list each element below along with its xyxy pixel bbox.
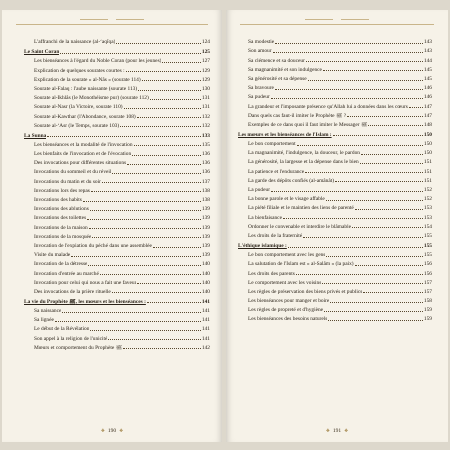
toc-entry-page: 136: [201, 160, 210, 167]
toc-section-heading: [24, 129, 210, 139]
toc-entry-title: Le comportement avec les voisins: [248, 279, 322, 286]
toc-entry-title: Les règles de propreté et d'hygiène: [248, 307, 324, 314]
toc-entry-page: 145: [423, 66, 432, 73]
dot-leader: [100, 274, 201, 275]
dot-leader: [142, 80, 201, 81]
toc-left: [24, 36, 210, 351]
dot-leader: [409, 107, 423, 108]
dot-leader: [90, 210, 201, 211]
toc-entry-page: 152: [423, 187, 432, 193]
right-page: [226, 10, 448, 442]
toc-entry: [238, 267, 432, 276]
toc-entry-title: Son appel à la religion de l'unicité: [34, 335, 108, 342]
toc-entry: [238, 45, 432, 54]
dot-leader: [116, 43, 201, 44]
toc-entry: [24, 166, 210, 175]
toc-entry-page: 144: [423, 57, 432, 64]
dot-leader: [150, 99, 201, 100]
toc-entry: [24, 221, 210, 230]
toc-entry: [238, 36, 432, 45]
toc-entry-title: Dans quels cas faut-il imiter le Prophète ﷺ ?: [248, 112, 347, 119]
dot-leader: [162, 62, 200, 63]
toc-entry-title: La pudeur: [248, 187, 271, 193]
toc-entry: [24, 83, 210, 92]
dot-leader: [138, 90, 201, 91]
ornament-icon: ❖: [325, 428, 330, 433]
dot-leader: [271, 98, 423, 99]
dot-leader: [102, 182, 201, 183]
toc-entry: [24, 314, 210, 323]
toc-entry-page: 135: [201, 141, 210, 148]
toc-entry: [24, 110, 210, 119]
toc-entry-page: 157: [423, 279, 432, 286]
toc-right: [238, 36, 432, 322]
toc-entry-title: Invocations des habits: [34, 197, 82, 203]
toc-entry-title: Des invocations de la prière rituelle: [34, 288, 111, 295]
dot-leader: [124, 108, 201, 109]
toc-entry-page: 150: [423, 150, 432, 157]
dot-leader: [87, 219, 201, 220]
toc-entry-title: Invocations des ablutions: [34, 206, 89, 213]
toc-entry: [24, 194, 210, 203]
toc-entry-page: 136: [201, 169, 210, 176]
toc-entry: [238, 313, 432, 322]
toc-entry-title: Le bon comportement avec les gens: [248, 252, 326, 259]
toc-entry: [238, 211, 432, 220]
toc-entry-page: 139: [201, 252, 210, 259]
dot-leader: [326, 256, 423, 257]
dot-leader: [83, 201, 201, 202]
toc-entry: [238, 221, 432, 230]
toc-entry-title: Sa pudeur: [248, 94, 270, 101]
toc-entry: [24, 139, 210, 148]
toc-entry: [24, 323, 210, 332]
toc-entry: [238, 304, 432, 313]
dot-leader: [330, 302, 423, 303]
toc-entry: [24, 231, 210, 240]
dot-leader: [308, 80, 423, 81]
toc-entry-title: La patience et l'endurance: [248, 168, 305, 175]
toc-entry-title: Invocation pour celui qui nous a fait une faveur: [34, 279, 137, 286]
toc-entry-page: 151: [423, 159, 432, 166]
toc-entry-title: Invocations de la maison: [34, 224, 88, 231]
toc-entry: [24, 212, 210, 221]
toc-entry-page: 142: [201, 344, 210, 351]
dot-leader: [127, 164, 201, 165]
dot-leader: [275, 89, 423, 90]
toc-entry-page: 140: [201, 270, 210, 277]
toc-entry: [238, 202, 432, 211]
toc-entry-page: 141: [201, 308, 210, 315]
toc-entry-title: Les bienséances pour manger et boire: [248, 298, 330, 305]
folio-right: 191: [332, 428, 342, 434]
dot-leader: [328, 320, 423, 321]
toc-entry-title: Les droits de la fraternité: [248, 232, 303, 239]
dot-leader: [92, 237, 201, 238]
toc-entry: [238, 64, 432, 73]
dot-leader: [62, 312, 201, 313]
toc-entry-title: Mœurs et comportement du Prophète ﷺ: [34, 344, 123, 351]
toc-entry-page: 146: [423, 85, 432, 92]
toc-entry-page: 154: [423, 223, 432, 230]
toc-entry-title: Sa magnanimité et son indulgence: [248, 66, 322, 73]
toc-entry-title: Invocations du sommeil et du réveil: [34, 169, 112, 176]
toc-entry: [238, 277, 432, 286]
toc-entry-page: 127: [201, 58, 210, 65]
toc-entry-page: 148: [423, 121, 432, 128]
toc-entry: [238, 147, 432, 156]
toc-entry: [24, 267, 210, 276]
toc-entry-title: Visite du malade: [34, 252, 71, 259]
toc-entry-page: 146: [423, 94, 432, 101]
dot-leader: [303, 237, 423, 238]
toc-entry-page: 156: [423, 261, 432, 268]
dot-leader: [137, 283, 201, 284]
toc-entry: [24, 175, 210, 184]
toc-entry-title: La grandeur et l'imposante présence qu'Allah lui a données dans les cœurs: [248, 103, 408, 110]
dot-leader: [355, 209, 423, 210]
toc-entry-title: Le bon comportement: [248, 141, 296, 148]
ornament-icon: ❖: [100, 428, 105, 433]
dot-leader: [283, 218, 423, 219]
toc-entry-title: Sa modestie: [248, 39, 275, 46]
toc-entry-title: Les règles de préservation des biens privés et publics: [248, 288, 363, 295]
toc-entry-title: Les droits des parents: [248, 270, 295, 277]
toc-section-heading: [238, 239, 432, 249]
toc-entry-page: 159: [423, 307, 432, 314]
toc-entry: [24, 240, 210, 249]
dot-leader: [108, 339, 200, 340]
toc-entry-page: 147: [423, 112, 432, 119]
dot-leader: [333, 135, 423, 136]
toc-entry: [24, 36, 210, 45]
toc-section-heading: [24, 295, 210, 305]
folio-left: 190: [107, 428, 117, 434]
toc-entry: [24, 64, 210, 73]
dot-leader: [335, 181, 423, 182]
toc-entry: [238, 165, 432, 174]
toc-entry-page: 151: [423, 168, 432, 175]
toc-entry: [24, 185, 210, 194]
dot-leader: [91, 191, 201, 192]
toc-entry-page: 147: [423, 103, 432, 110]
toc-entry: [24, 286, 210, 295]
toc-entry: [238, 230, 432, 239]
toc-entry: [24, 55, 210, 64]
toc-entry: [238, 249, 432, 258]
dot-leader: [296, 274, 423, 275]
toc-entry: [24, 101, 210, 110]
toc-entry-page: 141: [201, 317, 210, 324]
toc-entry-page: 156: [423, 270, 432, 277]
dot-leader: [89, 228, 201, 229]
dot-leader: [361, 154, 423, 155]
toc-entry-title: La générosité, la largesse et la dépense dans le bien: [248, 159, 359, 166]
toc-entry-page: 131: [201, 95, 210, 102]
dot-leader: [273, 52, 423, 53]
toc-entry-title: Invocations lors des repas: [34, 187, 90, 194]
dot-leader: [147, 302, 201, 303]
toc-entry-title: Sa générosité et sa dépense: [248, 75, 307, 82]
toc-entry-title: Explication de la sourate « al-Nâs » (sourate 114): [34, 76, 141, 83]
dot-leader: [355, 265, 423, 266]
toc-entry-title: Le Saint Coran: [24, 49, 60, 56]
toc-entry: [24, 148, 210, 157]
toc-entry-title: Les mœurs et les bienséances de l'Islam :: [238, 131, 332, 138]
toc-entry: [24, 342, 210, 351]
toc-entry-title: Invocations du matin et du soir: [34, 178, 101, 185]
toc-entry-page: 157: [423, 288, 432, 295]
toc-entry-page: 141: [201, 335, 210, 342]
dot-leader: [360, 163, 423, 164]
dot-leader: [134, 145, 201, 146]
toc-entry-title: Sourate al-Ikhlâs (le Monothéisme pur) (sourate 112): [34, 95, 149, 102]
dot-leader: [322, 283, 423, 284]
toc-entry: [238, 82, 432, 91]
running-header-right: [240, 16, 434, 25]
toc-entry-title: Sa naissance: [34, 308, 62, 315]
toc-entry-page: 131: [201, 104, 210, 111]
dot-leader: [275, 43, 423, 44]
ornament-icon: ❖: [344, 428, 349, 433]
toc-entry-title: Son amour: [248, 48, 272, 55]
dot-leader: [112, 173, 201, 174]
toc-entry-title: Le début de la Révélation: [34, 326, 90, 333]
toc-entry: [238, 258, 432, 267]
toc-entry-title: La bonne parole et le visage affable: [248, 196, 325, 203]
toc-entry: [24, 249, 210, 258]
toc-entry-title: Sourate al-‘Asr (le Temps, sourate 103): [34, 122, 120, 129]
toc-entry: [24, 258, 210, 267]
dot-leader: [132, 155, 201, 156]
toc-entry: [238, 193, 432, 202]
toc-entry-page: 143: [423, 48, 432, 55]
toc-entry-title: Les bienfaits de l'invocation et de l'évocation: [34, 151, 132, 158]
toc-entry-page: 139: [201, 233, 210, 240]
toc-entry-page: 159: [423, 316, 432, 323]
toc-section-heading: [238, 128, 432, 138]
toc-entry: [24, 157, 210, 166]
toc-entry-page: 125: [201, 49, 210, 56]
toc-entry-page: 141: [201, 326, 210, 333]
toc-entry: [24, 74, 210, 83]
toc-entry: [24, 120, 210, 129]
toc-entry-title: La salutation de l'Islam est « al-Salâm » (la paix): [248, 261, 354, 268]
dot-leader: [88, 265, 200, 266]
toc-entry-page: 158: [423, 298, 432, 305]
toc-entry-title: Sa lignée: [34, 317, 54, 324]
toc-entry-page: 132: [201, 122, 210, 129]
toc-entry-page: 140: [201, 261, 210, 268]
left-page: [2, 10, 222, 442]
toc-entry-page: 150: [423, 141, 432, 148]
toc-entry-page: 151: [423, 177, 432, 184]
toc-entry-page: 155: [423, 252, 432, 259]
dot-leader: [363, 292, 423, 293]
toc-entry-title: La garde des dépôts confiés (al-amânât): [248, 177, 335, 184]
dot-leader: [123, 348, 201, 349]
toc-entry-page: 138: [201, 187, 210, 194]
toc-entry-page: 124: [201, 39, 210, 46]
dot-leader: [126, 71, 201, 72]
dot-leader: [112, 292, 201, 293]
dot-leader: [326, 200, 423, 201]
toc-entry-title: Invocation d'entrée au marché: [34, 270, 99, 277]
dot-leader: [368, 125, 423, 126]
toc-entry: [238, 175, 432, 184]
toc-entry-page: 139: [201, 206, 210, 213]
toc-entry-title: Invocation de l'expiation du péché dans une assemblée: [34, 242, 152, 249]
page-number-right: [226, 428, 448, 434]
toc-entry: [24, 277, 210, 286]
toc-entry-page: 129: [201, 67, 210, 74]
toc-entry-page: 139: [201, 224, 210, 231]
toc-entry-page: 153: [423, 214, 432, 221]
toc-entry-page: 152: [423, 196, 432, 203]
dot-leader: [323, 70, 423, 71]
dot-leader: [297, 145, 423, 146]
toc-entry-page: 155: [423, 232, 432, 239]
toc-entry-title: Sa clémence et sa douceur: [248, 57, 305, 64]
dot-leader: [120, 126, 201, 127]
toc-entry-page: 155: [423, 242, 432, 249]
toc-entry-title: Sa bravoure: [248, 85, 274, 92]
toc-entry-title: L'affranchi de la naissance (al-‘aqîqa): [34, 39, 116, 46]
dot-leader: [90, 330, 201, 331]
toc-entry-title: L'éthique islamique :: [238, 242, 287, 249]
dot-leader: [352, 227, 423, 228]
toc-entry: [238, 184, 432, 193]
toc-entry-page: 141: [201, 298, 210, 305]
toc-entry-title: La vie du Prophète ﷺ, les mœurs et les bienséances :: [24, 298, 146, 305]
dot-leader: [288, 247, 423, 248]
toc-entry-title: Invocations des toilettes: [34, 215, 87, 222]
toc-entry-page: 133: [201, 132, 210, 139]
toc-entry-page: 137: [201, 178, 210, 185]
dot-leader: [137, 117, 201, 118]
toc-entry: [24, 203, 210, 212]
toc-entry: [238, 156, 432, 165]
toc-entry-page: 143: [423, 39, 432, 46]
toc-entry-title: La bienfaisance: [248, 214, 282, 221]
toc-section-heading: [24, 45, 210, 55]
toc-entry: [24, 332, 210, 341]
toc-entry-page: 130: [201, 85, 210, 92]
toc-entry-page: 139: [201, 242, 210, 249]
dot-leader: [306, 61, 423, 62]
toc-entry-page: 150: [423, 131, 432, 138]
toc-entry-title: Sourate al-Nasr (la Victoire, sourate 110): [34, 104, 123, 111]
toc-entry-title: Explication de quelques sourates courtes :: [34, 67, 125, 74]
running-header-left: [16, 16, 208, 25]
dot-leader: [71, 256, 201, 257]
toc-entry-title: Sourate al-Kawthar (l'Abondance, sourate 108): [34, 113, 136, 120]
dot-leader: [305, 172, 423, 173]
dot-leader: [153, 247, 201, 248]
toc-entry-page: 138: [201, 197, 210, 203]
toc-entry: [238, 91, 432, 100]
toc-entry-page: 140: [201, 288, 210, 295]
dot-leader: [271, 191, 423, 192]
toc-entry: [238, 73, 432, 82]
toc-entry-title: La Sunna: [24, 132, 47, 139]
toc-entry: [238, 54, 432, 63]
toc-entry: [238, 138, 432, 147]
toc-entry: [238, 119, 432, 128]
toc-entry-page: 129: [201, 76, 210, 83]
toc-entry-title: La magnanimité, l'indulgence, la douceur, le pardon: [248, 150, 360, 157]
toc-entry-page: 145: [423, 75, 432, 82]
toc-entry-title: Exemples de ce dans quoi il faut imiter le Messager ﷺ: [248, 121, 368, 128]
toc-entry-title: Les bienséances des besoins naturels: [248, 316, 328, 323]
dot-leader: [55, 321, 201, 322]
toc-entry-title: Invocations de la mosquée: [34, 233, 92, 240]
ornament-icon: ❖: [119, 428, 124, 433]
dot-leader: [47, 136, 201, 137]
page-number-left: [2, 428, 222, 434]
toc-entry-page: 136: [201, 151, 210, 158]
toc-entry-title: Les bienséances et la modalité de l'invocation: [34, 141, 133, 148]
toc-entry: [238, 100, 432, 109]
toc-entry-title: La piété filiale et le maintien des liens de parenté: [248, 205, 354, 212]
toc-entry-page: 140: [201, 279, 210, 286]
toc-entry-title: Ordonner le convenable et interdire le blâmable: [248, 223, 351, 230]
toc-entry: [238, 110, 432, 119]
toc-entry: [24, 92, 210, 101]
dot-leader: [60, 53, 201, 54]
toc-entry: [238, 295, 432, 304]
dot-leader: [347, 116, 423, 117]
toc-entry-title: Invocation de la détresse: [34, 261, 88, 268]
toc-entry-page: 139: [201, 215, 210, 222]
toc-entry: [24, 305, 210, 314]
dot-leader: [324, 311, 423, 312]
toc-entry-title: Des invocations pour différentes situations: [34, 160, 127, 167]
toc-entry-title: Sourate al-Falaq : l'aube naissante (sourate 113): [34, 85, 138, 92]
toc-entry-page: 132: [201, 113, 210, 120]
toc-entry: [238, 286, 432, 295]
toc-entry-page: 153: [423, 205, 432, 212]
toc-entry-title: Les bienséances à l'égard du Noble Coran (pour les jeunes): [34, 58, 162, 65]
